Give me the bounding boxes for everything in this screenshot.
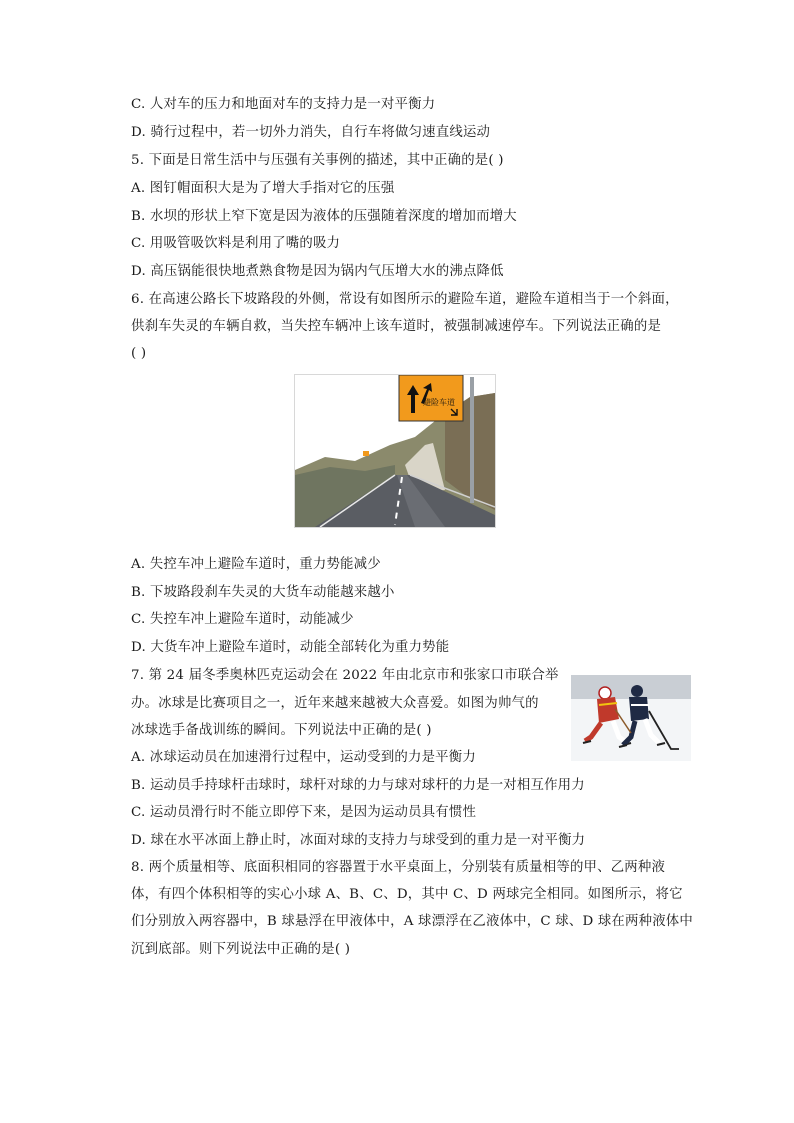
- q8-stem-line1: 8. 两个质量相等、底面积相同的容器置于水平桌面上，分别装有质量相等的甲、乙两种液: [131, 860, 666, 875]
- q7-stem-line1: 7. 第 24 届冬季奥林匹克运动会在 2022 年由北京市和张家口市联合举: [131, 668, 559, 683]
- q7-option-d: D. 球在水平冰面上静止时，冰面对球的支持力与球受到的重力是一对平衡力: [131, 833, 586, 848]
- q4-option-c: C. 人对车的压力和地面对车的支持力是一对平衡力: [131, 97, 436, 112]
- q7-stem-line2: 办。冰球是比赛项目之一，近年来越来越被大众喜爱。如图为帅气的: [131, 696, 539, 711]
- q7-option-c: C. 运动员滑行时不能立即停下来，是因为运动员具有惯性: [131, 805, 477, 820]
- ice-hockey-figure: [571, 675, 691, 761]
- q8-stem-line4: 沉到底部。则下列说法中正确的是( ): [131, 942, 351, 957]
- q6-stem-line2: 供刹车失灵的车辆自救，当失控车辆冲上该车道时，被强制减速停车。下列说法正确的是: [131, 319, 662, 334]
- q6-option-d: D. 大货车冲上避险车道时，动能全部转化为重力势能: [131, 640, 450, 655]
- q6-option-a: A. 失控车冲上避险车道时，重力势能减少: [131, 557, 381, 572]
- q6-stem-line3: ( ): [131, 346, 147, 361]
- q5-option-d: D. 高压锅能很快地煮熟食物是因为锅内气压增大水的沸点降低: [131, 264, 504, 279]
- escape-ramp-figure: [294, 374, 496, 528]
- q5-option-a: A. 图钉帽面积大是为了增大手指对它的压强: [131, 181, 395, 196]
- q5-option-b: B. 水坝的形状上窄下宽是因为液体的压强随着深度的增加而增大: [131, 209, 517, 224]
- q8-stem-line2: 体，有四个体积相等的实心小球 A、B、C、D，其中 C、D 两球完全相同。如图所示，将它: [131, 887, 683, 902]
- q7-option-a: A. 冰球运动员在加速滑行过程中，运动受到的力是平衡力: [131, 750, 476, 765]
- escape-ramp-image: [295, 375, 495, 527]
- q7-stem-line3: 冰球选手备战训练的瞬间。下列说法中正确的是( ): [131, 723, 432, 738]
- q4-option-d: D. 骑行过程中，若一切外力消失，自行车将做匀速直线运动: [131, 125, 491, 140]
- q5-stem: 5. 下面是日常生活中与压强有关事例的描述，其中正确的是( ): [131, 153, 504, 168]
- q6-option-c: C. 失控车冲上避险车道时，动能减少: [131, 612, 354, 627]
- ice-hockey-image: [571, 675, 691, 761]
- q6-stem-line1: 6. 在高速公路长下坡路段的外侧，常设有如图所示的避险车道，避险车道相当于一个斜面，: [131, 292, 679, 307]
- sign-label: 避险车道: [423, 398, 455, 407]
- q6-option-b: B. 下坡路段刹车失灵的大货车动能越来越小: [131, 585, 395, 600]
- q8-stem-line3: 们分别放入两容器中，B 球悬浮在甲液体中，A 球漂浮在乙液体中，C 球、D 球在两种液体中: [131, 914, 693, 929]
- q7-option-b: B. 运动员手持球杆击球时，球杆对球的力与球对球杆的力是一对相互作用力: [131, 778, 585, 793]
- q5-option-c: C. 用吸管吸饮料是利用了嘴的吸力: [131, 236, 341, 251]
